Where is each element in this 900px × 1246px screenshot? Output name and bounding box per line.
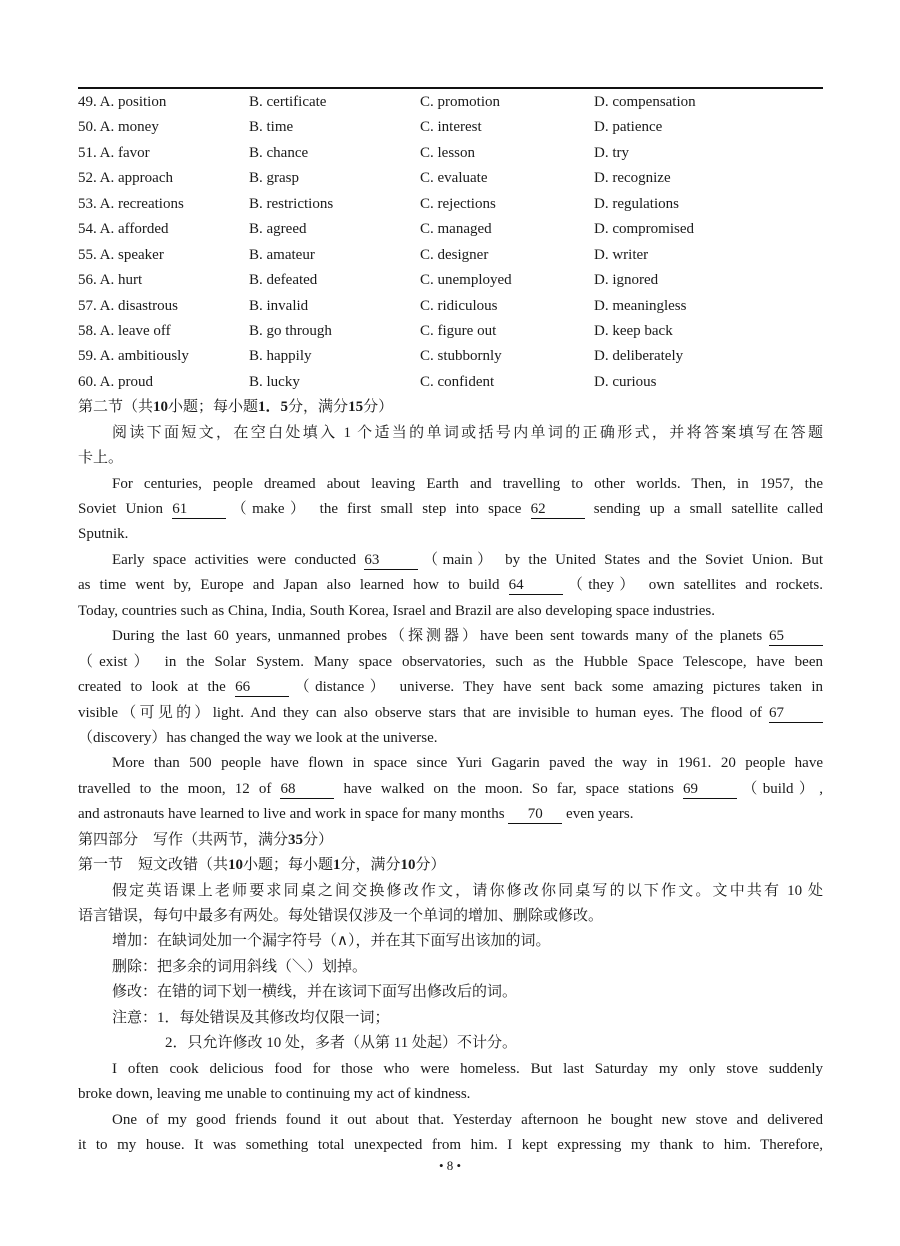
text-segment: 2．只允许修改 10 处，多者（从第 11 处起）不计分。 <box>165 1035 517 1052</box>
text-segment: have walked on the moon. So far, space stations <box>334 780 684 797</box>
text-line <box>78 624 823 649</box>
text-segment: as time went by, Europe and Japan also learned how to build <box>78 577 509 594</box>
text-segment: 增加：在缺词处加一个漏字符号（∧），并在其下面写出该加的词。 <box>112 933 551 950</box>
option-row <box>78 166 823 191</box>
option-n: 59. A. ambitiously <box>78 348 189 365</box>
answer-blank: 65 <box>769 627 823 646</box>
answer-blank: 67 <box>769 704 823 723</box>
bold-number: 15 <box>348 399 364 416</box>
text-line <box>78 497 823 522</box>
text-line <box>78 904 823 929</box>
text-segment: Soviet Union <box>78 501 173 517</box>
option-n: 54. A. afforded <box>78 221 169 238</box>
option-b: B. invalid <box>249 297 309 314</box>
text-segment: broke down, leaving me unable to continuing my act of kindness. <box>78 1086 471 1103</box>
text-segment: （build）, <box>737 780 823 797</box>
text-line <box>78 421 823 446</box>
text-segment: 卡上。 <box>78 450 124 467</box>
text-segment: 删除：把多余的词用斜线（＼）划掉。 <box>112 958 368 975</box>
text-line <box>78 853 823 878</box>
option-row <box>78 268 823 293</box>
bold-number: 10 <box>153 399 169 416</box>
text-segment: （make） the first small step into space <box>226 501 531 517</box>
option-row <box>78 217 823 242</box>
option-d: D. compromised <box>594 221 694 238</box>
option-c: C. rejections <box>420 195 496 212</box>
option-d: D. keep back <box>594 322 673 339</box>
text-segment: 第四部分 写作（共两节，满分 <box>78 831 289 848</box>
text-line <box>78 777 823 802</box>
option-row <box>78 115 823 140</box>
option-c: C. stubbornly <box>420 348 502 365</box>
bold-number: 10 <box>228 857 244 874</box>
option-row <box>78 344 823 369</box>
bold-number: 35 <box>288 831 304 848</box>
text-line <box>78 1057 823 1082</box>
text-segment: （discovery）has changed the way we look at the universe. <box>78 729 438 746</box>
text-segment: and astronauts have learned to live and work in space for many months <box>78 806 509 823</box>
text-line <box>78 1133 823 1158</box>
text-segment: （they） own satellites and rockets. <box>562 577 823 594</box>
option-row <box>78 192 823 217</box>
text-segment: One of my good friends found it out about that. Yesterday afternoon he bought new stove and delivered <box>112 1111 823 1128</box>
text-segment: it to my house. It was something total unexpected from him. I kept expressing my thank to him. Therefore, <box>78 1136 823 1153</box>
answer-blank: 62 <box>531 500 585 519</box>
text-line <box>78 1031 823 1056</box>
text-segment: （exist） in the Solar System. Many space observatories, such as the Hubble Space Telescope, have been <box>78 653 823 670</box>
option-n: 58. A. leave off <box>78 322 171 339</box>
text-segment: 分，满分 <box>340 857 401 874</box>
text-segment: travelled to the moon, 12 of <box>78 780 281 797</box>
option-d: D. deliberately <box>594 348 684 365</box>
option-row <box>78 370 823 395</box>
option-c: C. confident <box>420 373 495 390</box>
answer-blank: 61 <box>172 500 226 519</box>
option-c: C. interest <box>420 119 482 136</box>
text-segment: 第二节（共 <box>78 399 154 416</box>
text-line <box>78 726 823 751</box>
text-segment: Today, countries such as China, India, South Korea, Israel and Brazil are also developing space industries. <box>78 602 715 619</box>
text-line <box>78 472 823 497</box>
option-n: 60. A. proud <box>78 373 153 390</box>
option-d: D. ignored <box>594 272 659 289</box>
option-b: B. go through <box>249 322 332 339</box>
text-line <box>78 802 823 827</box>
text-line <box>78 573 823 598</box>
text-segment: 修改：在错的词下划一横线，并在该词下面写出修改后的词。 <box>112 984 518 1001</box>
option-n: 57. A. disastrous <box>78 297 179 314</box>
text-line <box>78 980 823 1005</box>
text-line <box>78 751 823 776</box>
text-line <box>78 548 823 573</box>
option-b: B. grasp <box>249 170 299 187</box>
option-c: C. evaluate <box>420 170 488 187</box>
option-n: 53. A. recreations <box>78 195 184 212</box>
text-segment: 语言错误，每句中最多有两处。每处错误仅涉及一个单词的增加、删除或修改。 <box>78 908 604 924</box>
option-n: 50. A. money <box>78 119 159 136</box>
text-line <box>78 675 823 700</box>
option-row <box>78 243 823 268</box>
text-segment: 分） <box>363 399 394 416</box>
option-c: C. ridiculous <box>420 297 498 314</box>
text-line <box>78 446 823 471</box>
text-segment: 第一节 短文改错（共 <box>78 857 229 874</box>
option-d: D. compensation <box>594 94 696 110</box>
option-c: C. promotion <box>420 94 501 110</box>
answer-blank: 69 <box>683 780 737 799</box>
text-segment: 注意：1．每处错误及其修改均仅限一词； <box>112 1009 390 1026</box>
text-line <box>78 828 823 853</box>
text-segment: （main） by the United States and the Soviet Union. But <box>418 551 823 568</box>
option-b: B. time <box>249 119 294 136</box>
option-d: D. recognize <box>594 170 671 187</box>
text-line <box>78 701 823 726</box>
text-segment: 分） <box>415 857 446 874</box>
option-row <box>78 294 823 319</box>
option-c: C. lesson <box>420 144 476 161</box>
text-line <box>78 599 823 624</box>
text-segment: even years. <box>562 806 634 823</box>
option-d: D. meaningless <box>594 297 687 314</box>
text-line <box>78 955 823 980</box>
answer-blank: 64 <box>509 576 563 595</box>
text-line <box>78 929 823 954</box>
text-segment: 小题；每小题 <box>168 399 259 416</box>
text-line <box>78 1006 823 1031</box>
answer-blank: 70 <box>508 805 562 824</box>
option-b: B. restrictions <box>249 195 334 212</box>
option-c: C. unemployed <box>420 272 512 289</box>
option-b: B. defeated <box>249 272 318 289</box>
option-b: B. agreed <box>249 221 307 238</box>
option-c: C. managed <box>420 221 492 238</box>
option-row <box>78 141 823 166</box>
text-segment: 假定英语课上老师要求同桌之间交换修改作文，请你修改你同桌写的以下作文。文中共有 10 处 <box>112 882 823 899</box>
option-d: D. patience <box>594 119 663 136</box>
bold-number: 1 <box>333 857 341 874</box>
text-line <box>78 395 823 420</box>
text-line <box>78 1082 823 1107</box>
option-row <box>78 319 823 344</box>
option-d: D. try <box>594 144 629 161</box>
text-segment: 分） <box>303 831 334 848</box>
option-c: C. designer <box>420 246 489 263</box>
answer-blank: 63 <box>364 551 418 570</box>
text-segment: More than 500 people have flown in space since Yuri Gagarin paved the way in 1961. 20 people have <box>112 755 823 772</box>
text-segment: 小题；每小题 <box>243 857 334 874</box>
option-b: B. certificate <box>249 94 327 110</box>
text-line <box>78 650 823 675</box>
text-line <box>78 522 823 547</box>
text-line <box>78 879 823 904</box>
text-segment: 分，满分 <box>288 399 349 416</box>
option-b: B. chance <box>249 144 309 161</box>
option-n: 55. A. speaker <box>78 246 164 263</box>
text-segment: During the last 60 years, unmanned probes（探测器）have been sent towards many of the planets <box>112 628 769 645</box>
option-b: B. lucky <box>249 373 300 390</box>
answer-blank: 66 <box>235 678 289 697</box>
option-row <box>78 90 823 115</box>
text-segment: Sputnik. <box>78 526 129 543</box>
text-segment: Early space activities were conducted <box>112 551 365 568</box>
text-segment: visible（可见的）light. And they can also observe stars that are invisible to human eyes. The flood of <box>78 704 769 721</box>
document-body <box>78 90 823 1158</box>
text-segment: 阅读下面短文，在空白处填入 1 个适当的单词或括号内单词的正确形式，并将答案填写在答题 <box>112 424 823 441</box>
option-b: B. happily <box>249 348 312 365</box>
text-segment: created to look at the <box>78 679 236 696</box>
option-n: 49. A. position <box>78 94 167 110</box>
page-number: • 8 • <box>438 1158 462 1173</box>
option-n: 52. A. approach <box>78 170 173 187</box>
text-segment: sending up a small satellite called <box>584 501 823 517</box>
option-n: 56. A. hurt <box>78 272 143 289</box>
text-line <box>78 1108 823 1133</box>
text-segment: （distance） universe. They have sent back some amazing pictures taken in <box>289 679 823 696</box>
bold-number: 1．5 <box>258 399 289 416</box>
top-rule <box>78 87 823 89</box>
option-d: D. regulations <box>594 195 679 212</box>
option-n: 51. A. favor <box>78 144 150 161</box>
option-d: D. curious <box>594 373 657 390</box>
option-d: D. writer <box>594 246 649 263</box>
text-segment: I often cook delicious food for those who were homeless. But last Saturday my only stove suddenly <box>112 1060 823 1077</box>
option-b: B. amateur <box>249 246 315 263</box>
option-c: C. figure out <box>420 322 497 339</box>
bold-number: 10 <box>400 857 416 874</box>
answer-blank: 68 <box>280 780 334 799</box>
text-segment: For centuries, people dreamed about leaving Earth and travelling to other worlds. Then, in 1957, the <box>112 475 823 492</box>
